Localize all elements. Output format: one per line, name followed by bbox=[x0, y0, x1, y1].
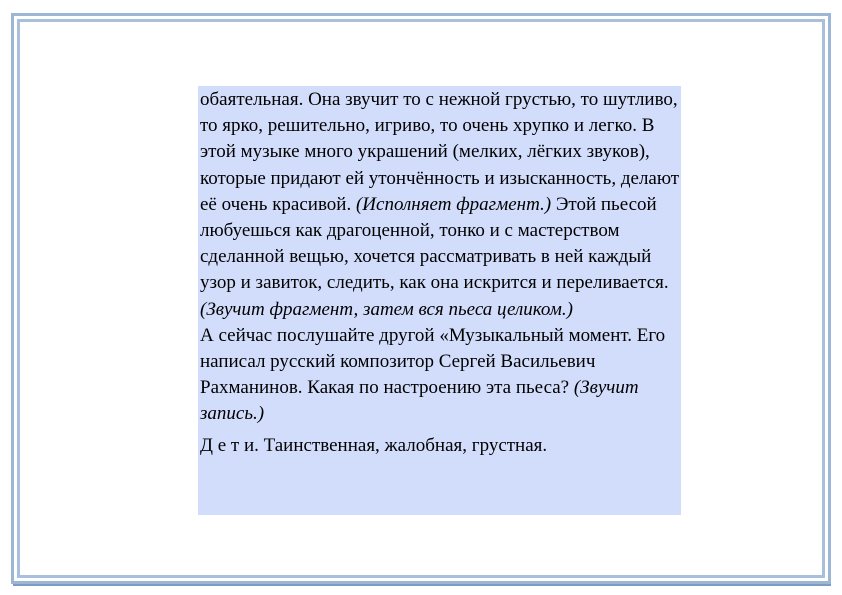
paragraph-3-text-1: Д е т и. Таинственная, жалобная, грустная. bbox=[200, 434, 548, 456]
paragraph-1-text-2: Этой пьесой любуешься как драгоценной, тонко и с мастерством сделанной вещью, хочется рассматривать в ней каждый узор и завиток, следить, как она искрится и переливается. bbox=[200, 193, 669, 294]
text-box bbox=[198, 86, 681, 515]
paragraph-2-text-1: А сейчас послушайте другой «Музыкальный момент. Его написал русский композитор Сергей Васильевич Рахманинов. Какая по настроению эта пьеса? bbox=[200, 324, 666, 399]
paragraph-2 bbox=[200, 323, 681, 428]
paragraph-2-stage-direction-1: (Звучит запись.) bbox=[200, 377, 639, 425]
paragraph-3 bbox=[200, 433, 681, 459]
paragraph-1-stage-direction-1: (Исполняет фрагмент.) bbox=[355, 193, 552, 215]
paragraph-1-stage-direction-2: (Звучит фрагмент, затем вся пьеса целиком.) bbox=[200, 298, 573, 320]
paragraph-1 bbox=[200, 87, 681, 323]
paragraph-1-text-1: обаятельная. Она звучит то с нежной грустью, то шутливо, то ярко, решительно, игриво, то очень хрупко и легко. В этой музыке много украшений (мелких, лёгких звуков), которые придают ей утончённость и изысканность, делают её очень красивой. bbox=[200, 89, 680, 215]
